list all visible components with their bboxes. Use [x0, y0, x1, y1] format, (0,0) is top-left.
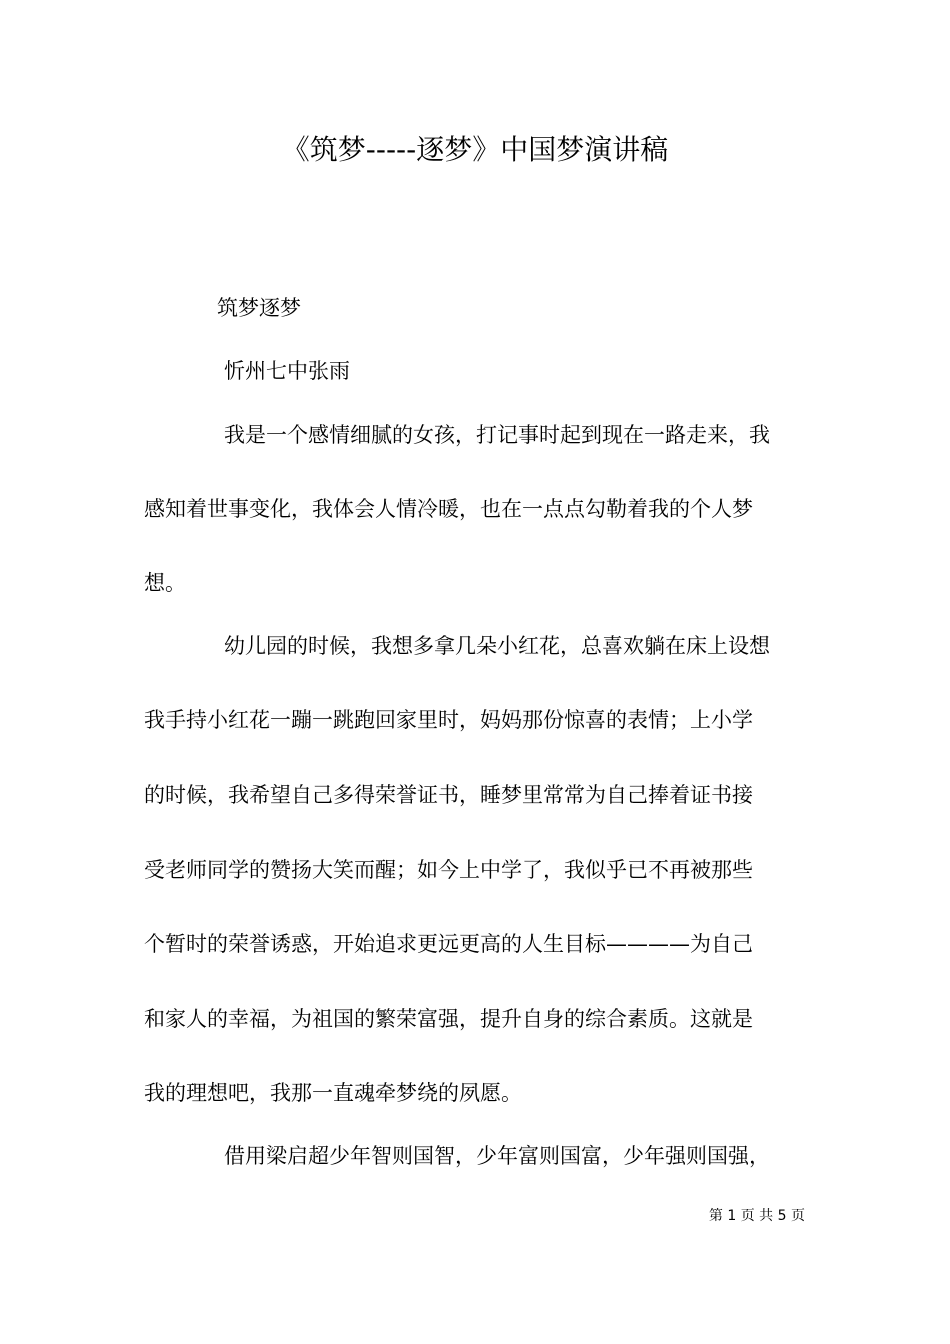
- section-heading: 筑梦逐梦: [217, 296, 301, 320]
- body-line: 的时候，我希望自己多得荣誉证书，睡梦里常常为自己捧着证书接: [144, 783, 753, 807]
- author-line: 忻州七中张雨: [224, 359, 350, 383]
- body-line: 我的理想吧，我那一直魂牵梦绕的夙愿。: [144, 1081, 522, 1105]
- body-line: 借用梁启超少年智则国智，少年富则国富，少年强则国强，: [224, 1144, 770, 1168]
- body-line: 和家人的幸福，为祖国的繁荣富强，提升自身的综合素质。这就是: [144, 1007, 753, 1031]
- body-line: 个暂时的荣誉诱惑，开始追求更远更高的人生目标————为自己: [144, 932, 753, 956]
- body-line: 受老师同学的赞扬大笑而醒；如今上中学了，我似乎已不再被那些: [144, 858, 753, 882]
- body-line: 想。: [144, 571, 186, 595]
- body-line: 幼儿园的时候，我想多拿几朵小红花，总喜欢躺在床上设想: [224, 634, 770, 658]
- body-line: 我手持小红花一蹦一跳跑回家里时，妈妈那份惊喜的表情；上小学: [144, 708, 753, 732]
- document-title: 《筑梦-----逐梦》中国梦演讲稿: [281, 133, 669, 166]
- body-line: 我是一个感情细腻的女孩，打记事时起到现在一路走来，我: [224, 423, 770, 447]
- body-line: 感知着世事变化，我体会人情冷暖，也在一点点勾勒着我的个人梦: [144, 497, 753, 521]
- page-number: 第 1 页 共 5 页: [708, 1208, 805, 1224]
